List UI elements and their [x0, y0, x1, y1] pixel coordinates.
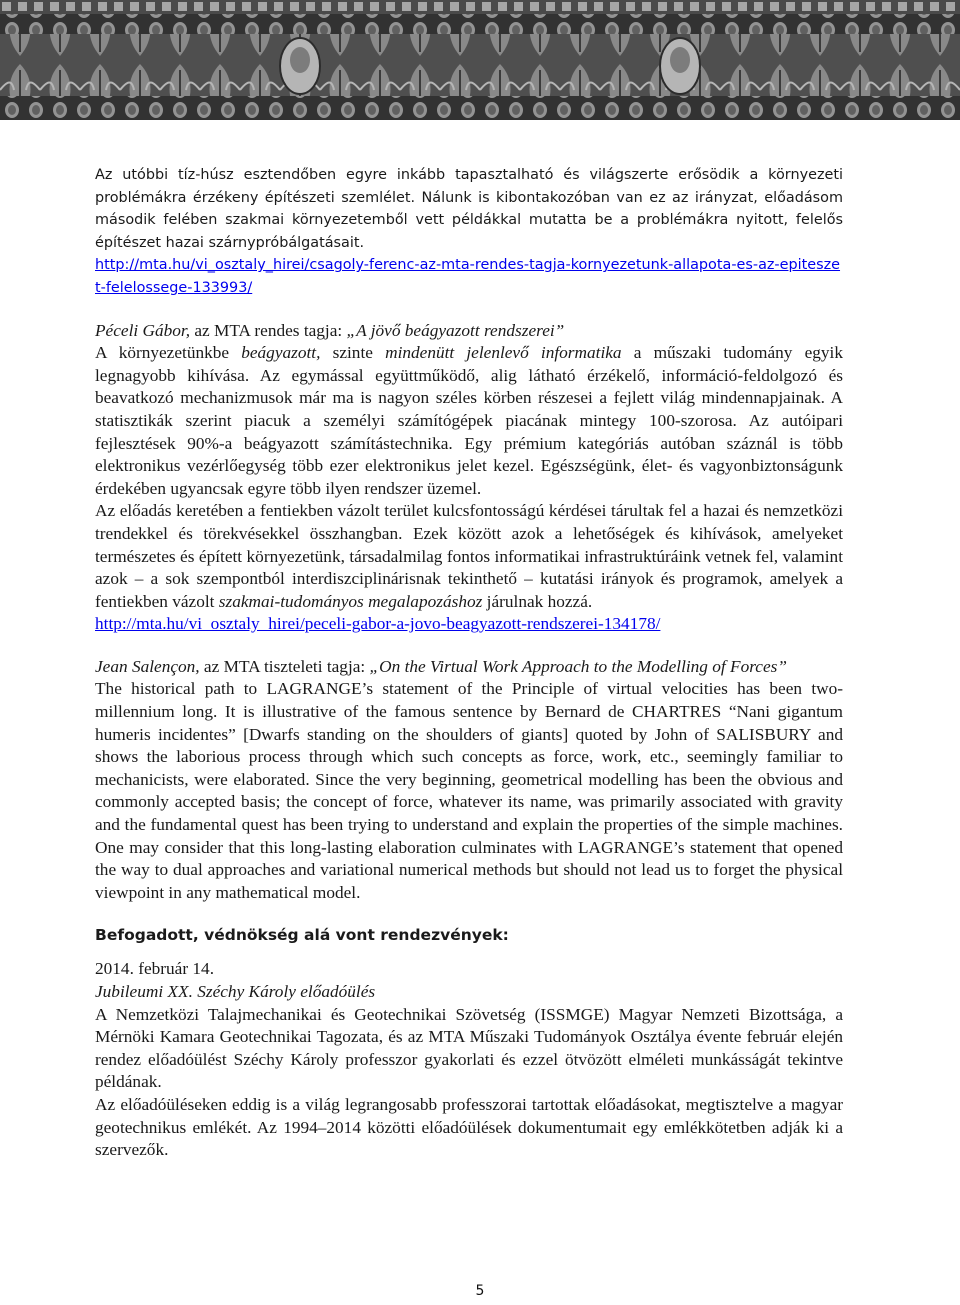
salencon-lecture-header [95, 656, 843, 679]
intro-link-line [95, 254, 843, 299]
peceli-link-line [95, 613, 843, 636]
document-body [95, 164, 843, 1162]
event-date: 2014. február 14. [95, 959, 215, 979]
spacer [95, 300, 843, 320]
peceli-text-segment: A környezetünkbe [95, 343, 242, 363]
spacer [95, 636, 843, 656]
peceli-emphasis: mindenütt jelenlevő informatika [385, 343, 622, 363]
event-description-1: A Nemzetközi Talajmechanikai és Geotechnikai Szövetség (ISSMGE) Magyar Nemzeti Bizottsága, a Mérnöki Kamara Geotechnikai Tagozata, és az MTA Műszaki Tudományok Osztálya évente február elején rendez előadóülést Széchy Károly professzor gyakorlati és ezzel ötvözött elméleti munkásságát tekintve példának. [95, 1004, 843, 1092]
peceli-text-segment: Az előadás keretében a fentiekben vázolt terület kulcsfontosságú kérdései tárultak fel a hazai és nemzetközi trendekkel és törekvésekkel összhangban. Ezek között azok a lehetőségek és kihívások, amelyeket természetes és épített környezetünk, társadalmilag fontos informatikai infrastruktúráink vetnek fel, valamint azok – a sok szempontból interdiszciplinárisnak tekinthető – kutatási irányok és programok, amelyek a fentiekben vázolt [95, 501, 843, 611]
event-description-2: Az előadóüléseken eddig is a világ legrangosabb professzorai tartottak előadásokat, megtisztelve a magyar geotechnikus emlékét. Az 1994–2014 közötti előadóülések dokumentumait egy emlékkötetben adják ki a szervezők. [95, 1094, 843, 1160]
decorative-frieze-banner [0, 0, 960, 120]
peceli-emphasis: beágyazott, [241, 343, 321, 363]
peceli-text-segment: szinte [320, 343, 386, 363]
salencon-lecture-title: „On the Virtual Work Approach to the Modelling of Forces” [369, 656, 787, 676]
spacer [95, 946, 843, 958]
peceli-abstract-paragraph-1 [95, 342, 843, 500]
frieze-image [0, 0, 960, 120]
salencon-role: az MTA tiszteleti tagja: [199, 656, 370, 676]
peceli-abstract-paragraph-2 [95, 500, 843, 613]
salencon-abstract: The historical path to LAGRANGE’s statement of the Principle of virtual velocities has been two-millennium long. It is illustrative of the famous sentence by Bernard de CHARTRES “Nani gigantum humeris incidentes” [Dwarfs standing on the shoulders of giants] quoted by John of SALISBURY and shows the laborious process through which such concepts as force, work, etc., seemingly familiar to mechanicists, were elaborated. Since the very beginning, geometrical modelling has been the obvious and commonly accepted basis; the concept of force, whatever its name, was primarily associated with gravity and the fundamental quest has been trying to understand and explain the properties of the simple machines. One may consider that this long-lasting elaboration culminates with LAGRANGE’s statement that opened the way to dual approaches and variational numerical methods but should not lead us to forget the physical viewpoint in any mathematical model. [95, 679, 843, 902]
intro-paragraph: Az utóbbi tíz-húsz esztendőben egyre inkább tapasztalható és világszerte erősödik a környezeti problémákra érzékeny építészeti szemlélet. Nálunk is kibontakozóban van ez az irányzat, előadásom második felében szakmai környezetemből vett példákkal mutatta be a problémákra nyitott, felelős építészet hazai szárnypróbálgatásait. [95, 167, 843, 251]
page-number: 5 [475, 1283, 485, 1299]
csagoly-article-link[interactable]: http://mta.hu/vi_osztaly_hirei/csagoly-ferenc-az-mta-rendes-tagja-kornyezetunk-allapota-es-az-epiteszet-felelossege-133993/ [95, 257, 841, 296]
peceli-emphasis: szakmai-tudományos megalapozáshoz [218, 591, 483, 611]
peceli-article-link[interactable]: http://mta.hu/vi_osztaly_hirei/peceli-gabor-a-jovo-beagyazott-rendszerei-134178/ [95, 614, 661, 634]
peceli-text-segment: a műszaki tudomány egyik legnagyobb kihívása. Az egymással együttműködő, alig látható érzékelő, információ-feldolgozó és beavatkozó mechanizmusok már ma is nagyon széles körben részesei a fejlett világ mindennapjainak. A statisztikák szerint piacuk a személyi számítógépek piacának mintegy 100-szorosa. Az autóipari fejlesztések 90%-a beágyazott számítástechnika. Egy prémium kategóriás autóban száznál is több elektronikus vezérlőegység több ezer elektronikus jelet kezel. Egészségünk, élet- és vagyonbiztonságunk érdekében ugyancsak egyre több ilyen rendszer üzemel. [95, 343, 844, 498]
salencon-author: Jean Salençon, [95, 656, 200, 676]
peceli-lecture-header [95, 320, 843, 343]
event-title: Jubileumi XX. Széchy Károly előadóülés [95, 982, 376, 1001]
peceli-text-segment: járulnak hozzá. [482, 591, 593, 611]
events-section-heading: Befogadott, védnökség alá vont rendezvények: [95, 926, 509, 945]
peceli-role: az MTA rendes tagja: [190, 320, 347, 340]
peceli-author: Péceli Gábor, [95, 320, 191, 340]
peceli-lecture-title: „A jövő beágyazott rendszerei” [346, 320, 565, 340]
spacer [95, 904, 843, 924]
